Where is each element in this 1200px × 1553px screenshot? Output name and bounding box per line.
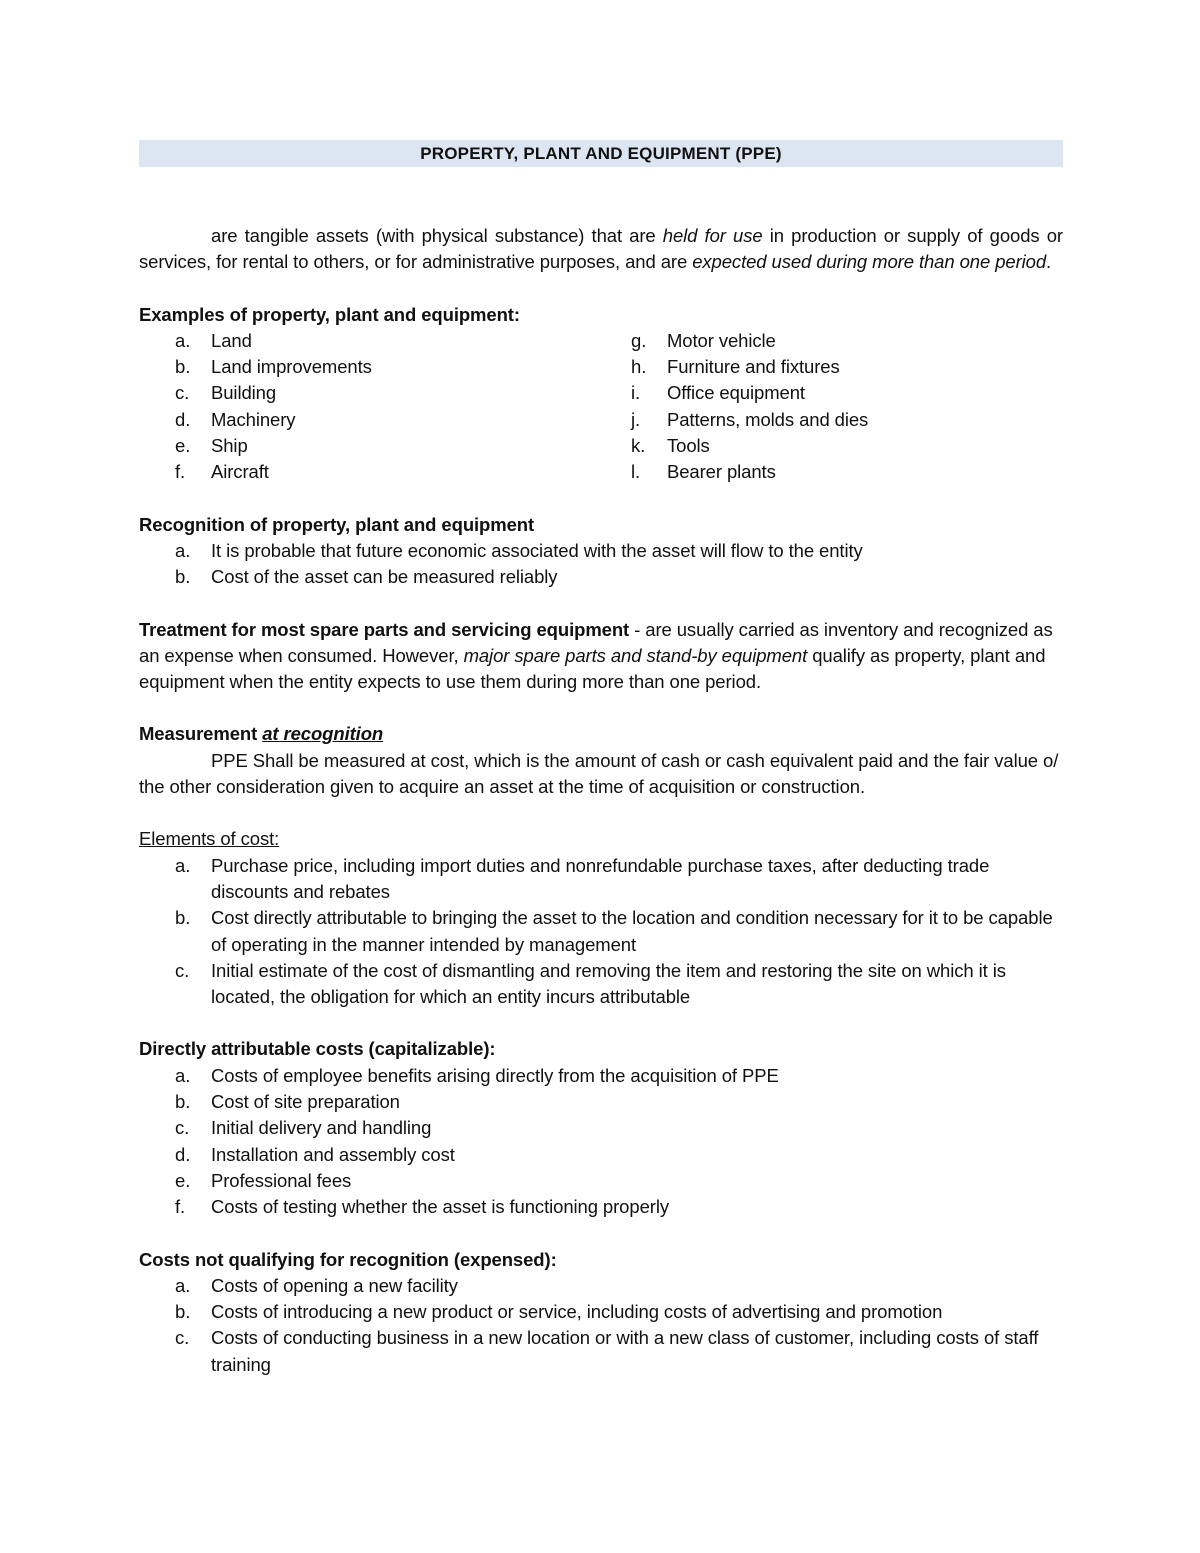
document-title: PROPERTY, PLANT AND EQUIPMENT (PPE) [139, 140, 1063, 167]
examples-right-list [601, 328, 1063, 486]
list-item-text: Cost of site preparation [211, 1091, 400, 1113]
list-item [601, 433, 1063, 459]
list-marker: b. [175, 356, 191, 378]
recognition-list [139, 538, 1063, 591]
measurement-section [139, 721, 1063, 800]
list-marker: h. [631, 356, 647, 378]
list-item-text: Cost of the asset can be measured reliably [211, 566, 558, 588]
list-item [139, 328, 601, 354]
examples-left-column [139, 328, 601, 486]
list-item [139, 1299, 1063, 1325]
not-qualifying-section [139, 1247, 1063, 1378]
list-item-text: Machinery [211, 408, 296, 430]
list-item [601, 407, 1063, 433]
measurement-heading-emphasis: at recognition [262, 723, 384, 745]
document-page [139, 140, 1063, 1378]
list-item [139, 1063, 1063, 1089]
list-marker: i. [631, 382, 641, 404]
list-item [139, 1115, 1063, 1141]
intro-emphasis-1: held for use [662, 225, 763, 246]
list-marker: c. [175, 959, 190, 981]
list-item-text: Costs of opening a new facility [211, 1274, 458, 1296]
list-item [139, 433, 601, 459]
list-item-text: Costs of conducting business in a new location or with a new class of customer, including costs of staff training [211, 1327, 1039, 1375]
list-marker: g. [631, 329, 647, 351]
list-item [601, 328, 1063, 354]
list-marker: e. [175, 1169, 191, 1191]
list-item [139, 853, 1063, 906]
treatment-paragraph [139, 617, 1063, 696]
list-item [601, 354, 1063, 380]
list-item [139, 1168, 1063, 1194]
list-marker: c. [175, 1117, 190, 1139]
intro-text-2: in production or supply of goods or services, for rental to others, or for administrative purposes, and are [139, 225, 1063, 273]
list-item-text: Costs of introducing a new product or service, including costs of advertising and promotion [211, 1301, 943, 1323]
not-qualifying-list [139, 1273, 1063, 1378]
list-marker: b. [175, 1091, 191, 1113]
list-item [139, 905, 1063, 958]
list-item-text: Purchase price, including import duties and nonrefundable purchase taxes, after deducting trade discounts and rebates [211, 854, 990, 902]
list-item [139, 1325, 1063, 1378]
intro-paragraph [139, 223, 1063, 276]
intro-emphasis-2: expected used during more than one period [692, 251, 1047, 273]
list-item [139, 1273, 1063, 1299]
not-qualifying-heading: Costs not qualifying for recognition (expensed): [139, 1248, 557, 1270]
list-marker: a. [175, 539, 191, 561]
elements-heading: Elements of cost: [139, 828, 280, 850]
treatment-text-1: - are usually carried as inventory and recognized as an expense when consumed. However, [139, 618, 1053, 666]
list-item-text: Costs of employee benefits arising directly from the acquisition of PPE [211, 1064, 779, 1086]
list-marker: f. [175, 1196, 186, 1218]
treatment-heading: Treatment for most spare parts and servicing equipment [139, 618, 630, 640]
examples-heading: Examples of property, plant and equipment: [139, 303, 520, 325]
direct-costs-heading: Directly attributable costs (capitalizable): [139, 1038, 496, 1060]
list-item [139, 407, 601, 433]
recognition-section [139, 512, 1063, 591]
list-marker: a. [175, 329, 191, 351]
list-marker: a. [175, 1064, 191, 1086]
treatment-section [139, 617, 1063, 696]
list-item-text: Initial delivery and handling [211, 1117, 432, 1139]
examples-section [139, 302, 1063, 486]
list-item-text: Ship [211, 435, 248, 457]
list-item-text: Bearer plants [667, 461, 776, 483]
elements-section [139, 826, 1063, 1010]
list-marker: l. [631, 461, 641, 483]
list-marker: d. [175, 408, 191, 430]
examples-right-column [601, 328, 1063, 486]
list-item [139, 1142, 1063, 1168]
list-item [139, 1089, 1063, 1115]
measurement-text: PPE Shall be measured at cost, which is the amount of cash or cash equivalent paid and the fair value o/ the other consideration given to acquire an asset at the time of acquisition or construction. [139, 749, 1059, 798]
measurement-heading-text: Measurement [139, 723, 263, 745]
list-item-text: Costs of testing whether the asset is functioning properly [211, 1196, 669, 1218]
direct-costs-section [139, 1036, 1063, 1220]
list-marker: c. [175, 382, 190, 404]
list-item [139, 354, 601, 380]
list-item-text: Installation and assembly cost [211, 1143, 455, 1165]
treatment-emphasis: major spare parts and stand-by equipment [463, 644, 808, 666]
list-item [139, 538, 1063, 564]
list-marker: f. [175, 461, 186, 483]
list-item-text: Motor vehicle [667, 329, 776, 351]
list-item-text: Office equipment [667, 382, 805, 404]
list-item-text: Professional fees [211, 1169, 352, 1191]
list-item-text: Furniture and fixtures [667, 356, 840, 378]
list-marker: k. [631, 435, 646, 457]
list-item [139, 958, 1063, 1011]
list-item [601, 459, 1063, 485]
list-item-text: Land [211, 329, 252, 351]
recognition-heading: Recognition of property, plant and equipment [139, 513, 535, 535]
list-marker: b. [175, 907, 191, 929]
list-item-text: Tools [667, 435, 710, 457]
list-marker: a. [175, 1274, 191, 1296]
list-item-text: Building [211, 382, 277, 404]
list-marker: c. [175, 1327, 190, 1349]
list-marker: a. [175, 854, 191, 876]
intro-text-3: . [1046, 251, 1052, 273]
list-marker: j. [631, 408, 641, 430]
examples-left-list [139, 328, 601, 486]
measurement-heading [139, 721, 1063, 747]
intro-text-1: are tangible assets (with physical substance) that are [211, 225, 663, 246]
list-marker: b. [175, 1301, 191, 1323]
list-item [601, 380, 1063, 406]
examples-columns [139, 328, 1063, 486]
list-item-text: Aircraft [211, 461, 269, 483]
elements-list [139, 853, 1063, 1011]
list-item [139, 564, 1063, 590]
list-item-text: Patterns, molds and dies [667, 408, 869, 430]
list-marker: b. [175, 566, 191, 588]
list-marker: d. [175, 1143, 191, 1165]
list-item [139, 380, 601, 406]
list-item-text: Land improvements [211, 356, 372, 378]
treatment-text-2: qualify as property, plant and equipment when the entity expects to use them during more than one period. [139, 644, 1046, 693]
list-marker: e. [175, 435, 191, 457]
list-item-text: It is probable that future economic associated with the asset will flow to the entity [211, 539, 863, 561]
list-item-text: Cost directly attributable to bringing the asset to the location and condition necessary for it to be capable of operating in the manner intended by management [211, 907, 1053, 955]
list-item [139, 1194, 1063, 1220]
list-item [139, 459, 601, 485]
direct-costs-list [139, 1063, 1063, 1221]
list-item-text: Initial estimate of the cost of dismantling and removing the item and restoring the site on which it is located, the obligation for which an entity incurs attributable [211, 959, 1006, 1008]
